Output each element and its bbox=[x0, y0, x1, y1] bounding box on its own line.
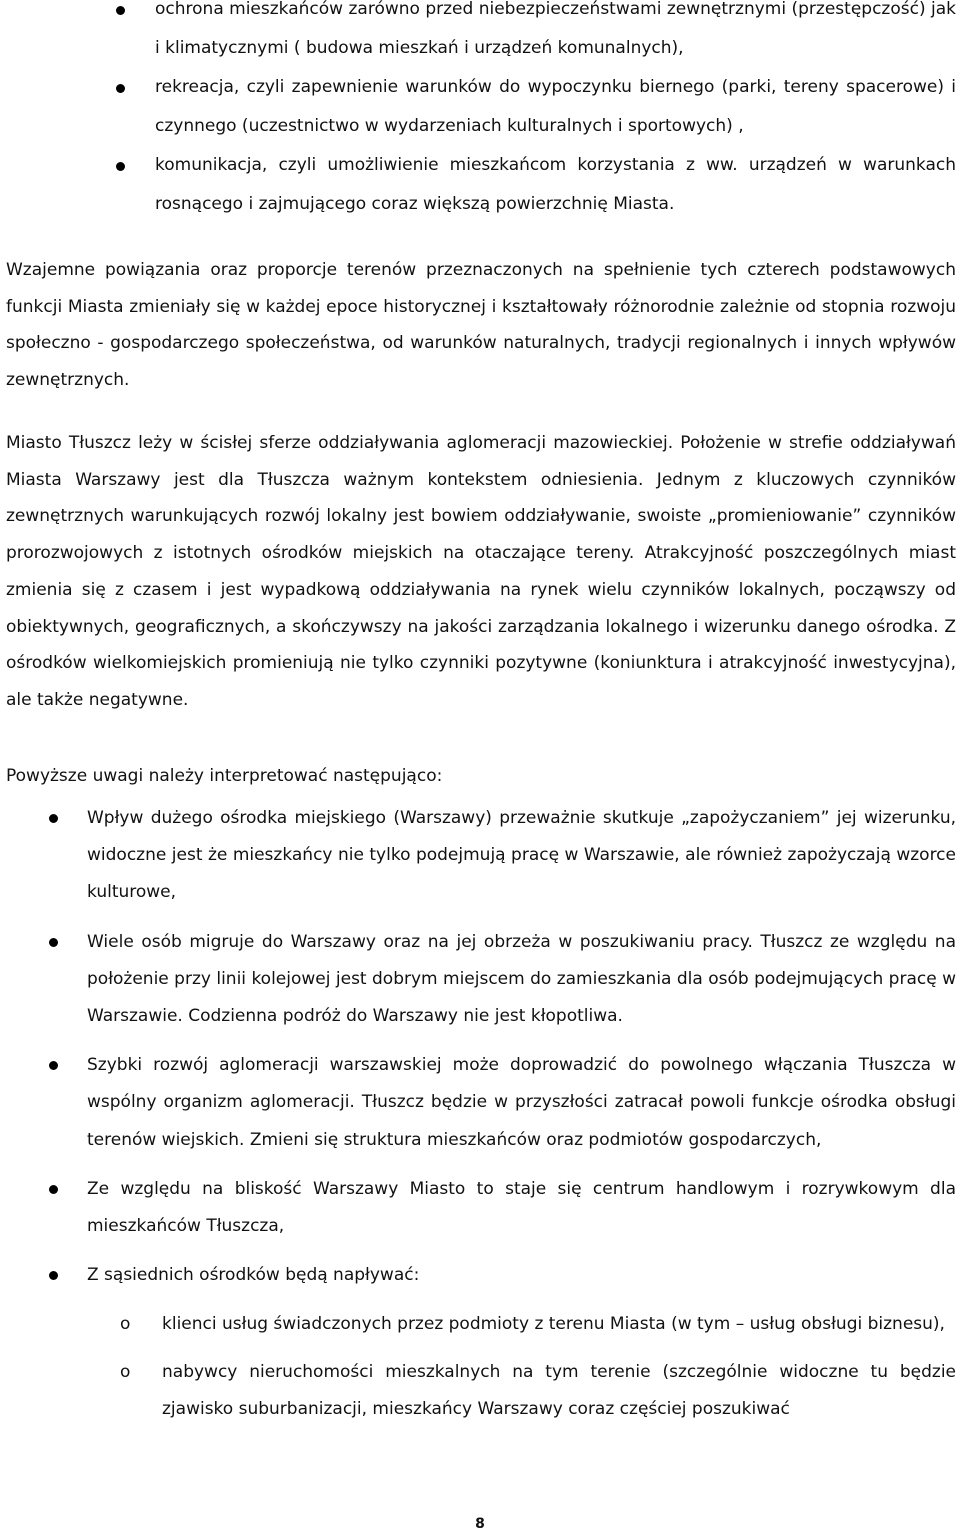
bullet-icon bbox=[49, 814, 58, 823]
bullet-list bbox=[0, 800, 960, 1438]
sub-bullet-marker: o bbox=[120, 1314, 131, 1335]
bullet-text: Wpływ dużego ośrodka miejskiego (Warszawy) przeważnie skutkuje „zapożyczaniem” jej wizerunku, widoczne jest że mieszkańcy nie tylko podejmują pracę w Warszawie, ale również zapożyczają wzorce kulturowe, bbox=[87, 808, 956, 903]
top-bullet-text: ochrona mieszkańców zarówno przed niebezpieczeństwami zewnętrznymi (przestępczość) jak i klimatycznymi ( budowa mieszkań i urządzeń komunalnych), bbox=[155, 0, 956, 58]
bullet-item bbox=[0, 1171, 960, 1245]
sub-bullet-text: nabywcy nieruchomości mieszkalnych na tym terenie (szczególnie widoczne tu będzie zjawisko suburbanizacji, mieszkańcy Warszawy coraz częściej poszukiwać bbox=[162, 1361, 956, 1419]
top-bullet-item bbox=[0, 0, 960, 68]
paragraph-location: Miasto Tłuszcz leży w ścisłej sferze oddziaływania aglomeracji mazowieckiej. Położenie w strefie oddziaływań Miasta Warszawy jest dla Tłuszcza ważnym kontekstem odniesienia. Jednym z kluczowych czynników zewnętrznych warunkujących rozwój lokalny jest bowiem oddziaływanie, swoiste „promieniowanie” czynników prorozwojowych z istotnych ośrodków miejskich na otaczające tereny. Atrakcyjność poszczególnych miast zmienia się z czasem i jest wypadkową oddziaływania na rynek wielu czynników lokalnych, począwszy od obiektywnych, geograficznych, a skończywszy na jakości zarządzania lokalnego i wizerunku danego ośrodka. Z ośrodków wielkomiejskich promieniują nie tylko czynniki pozytywne (koniunktura i atrakcyjność inwestycyjna), ale także negatywne. bbox=[6, 433, 956, 710]
bullet-text: Z sąsiednich ośrodków będą napływać: bbox=[87, 1265, 420, 1286]
bullet-icon bbox=[49, 1271, 58, 1280]
sub-bullet-item bbox=[0, 1354, 960, 1428]
bullet-item bbox=[0, 1047, 960, 1159]
page-number: 8 bbox=[475, 1516, 485, 1532]
bullet-item bbox=[0, 800, 960, 912]
bullet-icon bbox=[49, 1185, 58, 1194]
bullet-icon bbox=[116, 162, 125, 171]
top-bullet-item bbox=[0, 68, 960, 146]
top-bullet-list bbox=[0, 0, 960, 224]
sub-bullet-marker: o bbox=[120, 1361, 131, 1382]
top-bullet-text: rekreacja, czyli zapewnienie warunków do wypoczynku biernego (parki, tereny spacerowe) i czynnego (uczestnictwo w wydarzeniach kulturalnych i sportowych) , bbox=[155, 77, 956, 136]
bullet-text: Szybki rozwój aglomeracji warszawskiej może doprowadzić do powolnego włączania Tłuszcza w wspólny organizm aglomeracji. Tłuszcz będzie w przyszłości zatracał powoli funkcje ośrodka obsługi terenów wiejskich. Zmieni się struktura mieszkańców oraz podmiotów gospodarczych, bbox=[87, 1055, 956, 1150]
bullet-item bbox=[0, 1257, 960, 1294]
sub-bullet-item bbox=[0, 1306, 960, 1343]
bullet-text: Ze względu na bliskość Warszawy Miasto to staje się centrum handlowym i rozrywkowym dla mieszkańców Tłuszcza, bbox=[87, 1178, 956, 1237]
bullet-icon bbox=[116, 6, 125, 15]
top-bullet-text: komunikacja, czyli umożliwienie mieszkańcom korzystania z ww. urządzeń w warunkach rosnącego i zajmującego coraz większą powierzchnię Miasta. bbox=[155, 155, 956, 214]
bullet-icon bbox=[49, 1061, 58, 1070]
bullet-text: Wiele osób migruje do Warszawy oraz na jej obrzeża w poszukiwaniu pracy. Tłuszcz ze względu na położenie przy linii kolejowej jest dobrym miejscem do zamieszkania dla osób podejmujących pracę w Warszawie. Codzienna podróż do Warszawy nie jest kłopotliwa. bbox=[87, 931, 956, 1027]
sub-bullet-text: klienci usług świadczonych przez podmioty z terenu Miasta (w tym – usług obsługi biznesu), bbox=[162, 1314, 945, 1335]
bullet-item bbox=[0, 924, 960, 1036]
bullet-icon bbox=[116, 84, 125, 93]
paragraph-functions: Wzajemne powiązania oraz proporcje terenów przeznaczonych na spełnienie tych czterech podstawowych funkcji Miasta zmieniały się w każdej epoce historycznej i kształtowały różnorodnie zależnie od stopnia rozwoju społeczno - gospodarczego społeczeństwa, od warunków naturalnych, tradycji regionalnych i innych wpływów zewnętrznych. bbox=[6, 260, 956, 390]
bullet-icon bbox=[49, 938, 58, 947]
top-bullet-item bbox=[0, 146, 960, 224]
paragraph-intro: Powyższe uwagi należy interpretować następująco: bbox=[6, 766, 443, 786]
